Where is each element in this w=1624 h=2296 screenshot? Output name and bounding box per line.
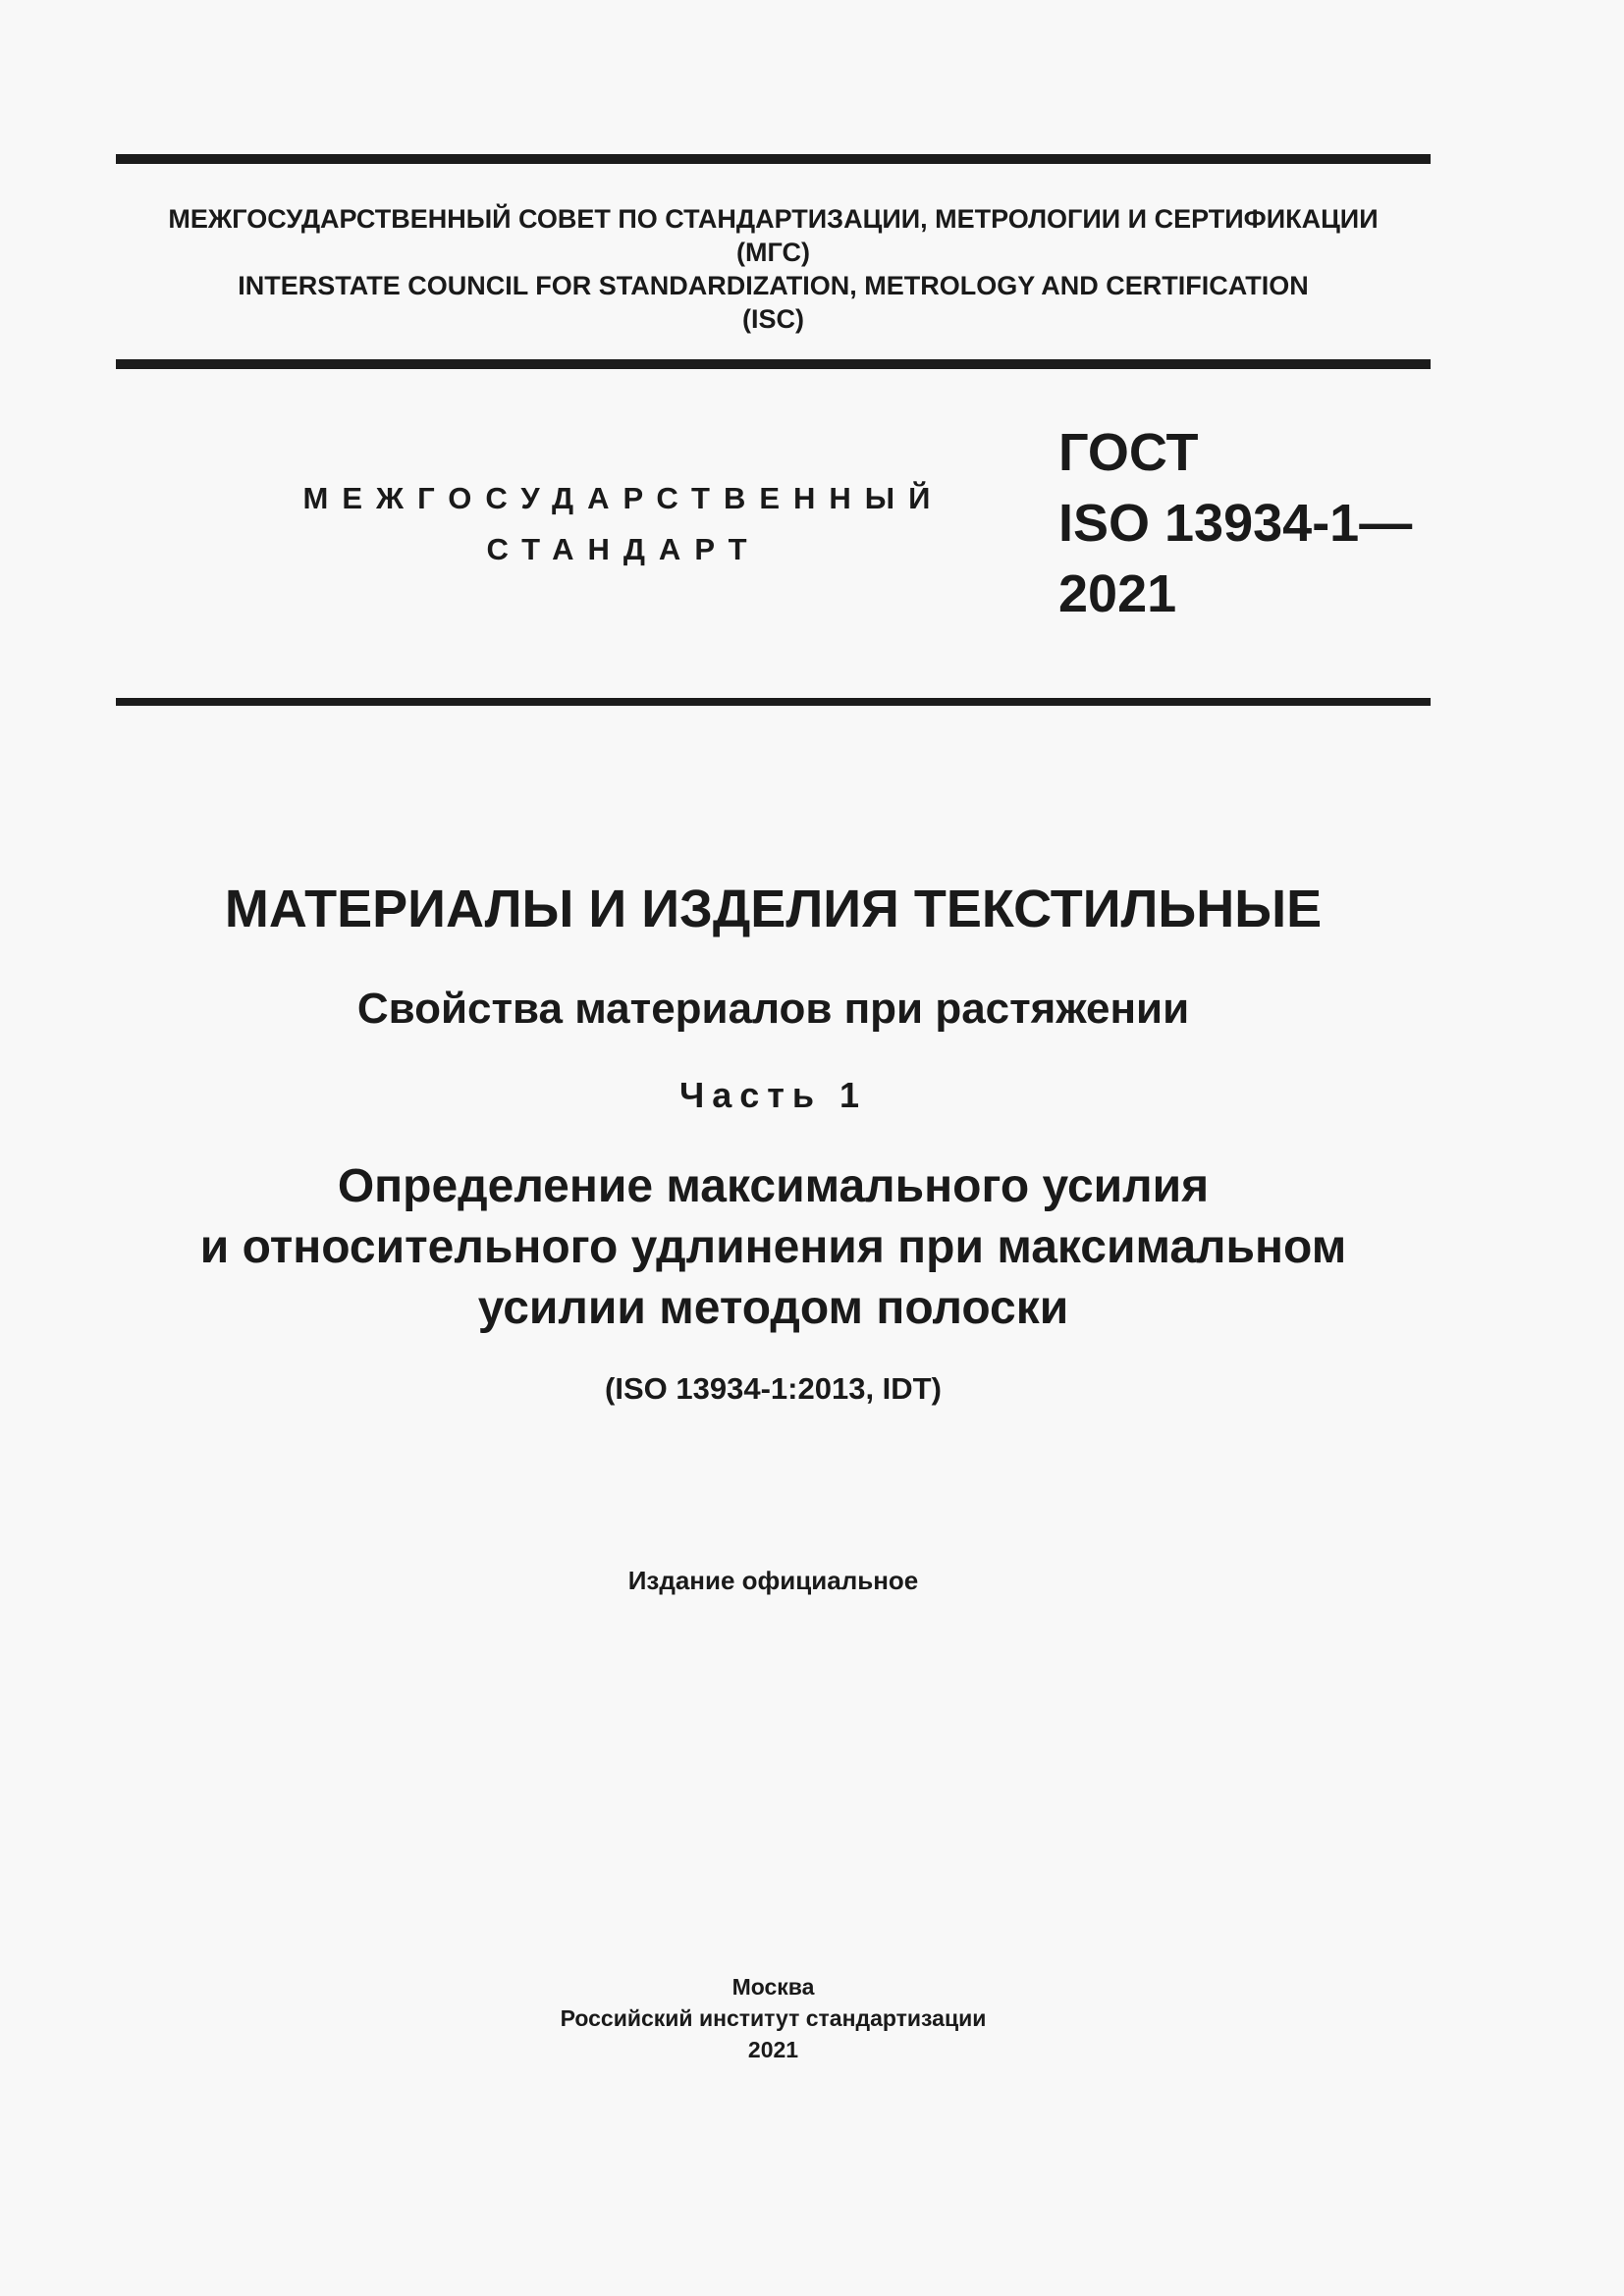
part-number: Часть 1	[678, 1075, 868, 1115]
part-title-line1: Определение максимального усилия	[337, 1160, 1210, 1212]
standard-designation	[1058, 417, 1412, 629]
edition-note: Издание официальное	[627, 1566, 919, 1595]
part-title-line2: и относительного удлинения при максимальном	[199, 1221, 1347, 1273]
designation-prefix: ГОСТ	[1058, 423, 1199, 482]
publisher-year: 2021	[747, 2037, 799, 2062]
publisher-city: Москва	[731, 1974, 815, 2000]
standard-type	[245, 473, 1001, 575]
subtitle: Свойства материалов при растяжении	[356, 985, 1190, 1033]
part-title	[116, 1156, 1431, 1339]
council-abbr-en: (ISC)	[742, 304, 804, 334]
publisher-info	[116, 1971, 1431, 2065]
middle-rule	[116, 359, 1431, 369]
council-name-en: INTERSTATE COUNCIL FOR STANDARDIZATION, METROLOGY AND CERTIFICATION	[238, 271, 1309, 300]
standard-type-line2: СТАНДАРТ	[486, 532, 761, 566]
lower-rule	[116, 698, 1431, 706]
top-rule	[116, 154, 1431, 164]
designation-number: ISO 13934-1—	[1058, 494, 1413, 553]
council-header	[116, 202, 1431, 336]
iso-reference: (ISO 13934-1:2013, IDT)	[605, 1371, 942, 1406]
designation-year: 2021	[1058, 564, 1177, 623]
publisher-name: Российский институт стандартизации	[560, 2005, 987, 2031]
main-title: МАТЕРИАЛЫ И ИЗДЕЛИЯ ТЕКСТИЛЬНЫЕ	[224, 880, 1323, 938]
standard-type-line1: МЕЖГОСУДАРСТВЕННЫЙ	[302, 481, 945, 515]
part-title-line3: усилии методом полоски	[477, 1282, 1069, 1334]
council-abbr-ru: (МГС)	[736, 238, 810, 267]
council-name-ru: МЕЖГОСУДАРСТВЕННЫЙ СОВЕТ ПО СТАНДАРТИЗАЦИИ, МЕТРОЛОГИИ И СЕРТИФИКАЦИИ	[168, 204, 1379, 234]
